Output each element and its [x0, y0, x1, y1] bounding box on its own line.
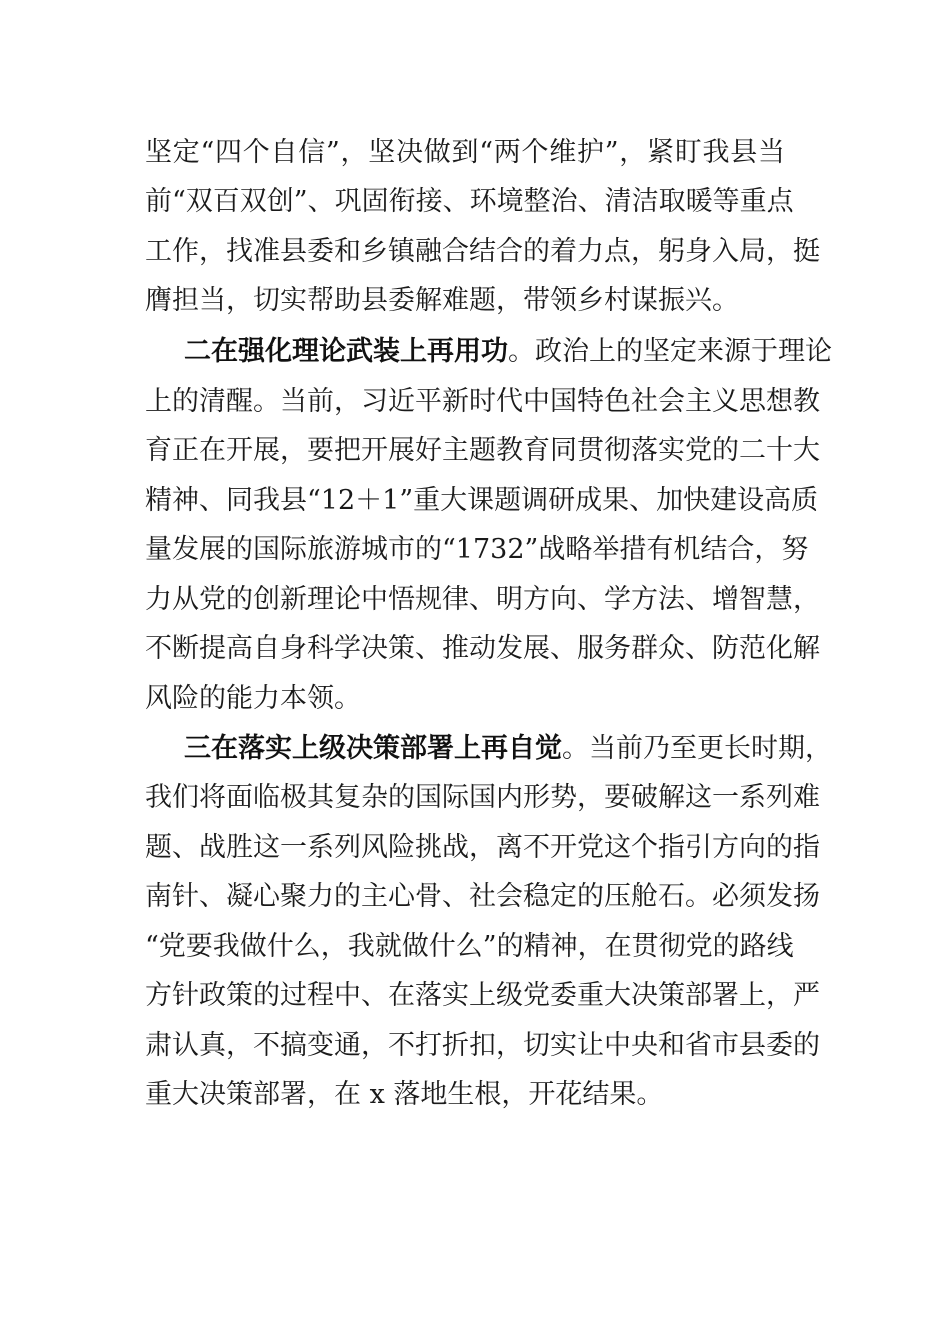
paragraph-3-line-8: 重大决策部署，在 x 落地生根，开花结果。	[145, 1079, 664, 1110]
paragraph-1-line-3: 工作，找准县委和乡镇融合结合的着力点，躬身入局，挺	[145, 236, 820, 267]
paragraph-3-first-line-rest: 。当前乃至更长时期，	[562, 733, 832, 764]
paragraph-2-line-7: 不断提高自身科学决策、推动发展、服务群众、防范化解	[145, 633, 820, 664]
paragraph-3-heading: 三在落实上级决策部署上再自觉	[184, 733, 562, 764]
paragraph-2-line-2: 上的清醒。当前，习近平新时代中国特色社会主义思想教	[145, 386, 820, 417]
paragraph-3-line-7: 肃认真，不搞变通，不打折扣，切实让中央和省市县委的	[145, 1030, 820, 1061]
paragraph-3-line-4: 南针、凝心聚力的主心骨、社会稳定的压舱石。必须发扬	[145, 881, 820, 912]
paragraph-3-line-5: “党要我做什么，我就做什么”的精神，在贯彻党的路线	[145, 931, 794, 962]
paragraph-3-line-3: 题、战胜这一系列风险挑战，离不开党这个指引方向的指	[145, 832, 820, 863]
paragraph-2-line-6: 力从党的创新理论中悟规律、明方向、学方法、增智慧，	[145, 584, 820, 615]
paragraph-3-line-6: 方针政策的过程中、在落实上级党委重大决策部署上，严	[145, 980, 820, 1011]
paragraph-2-line-8: 风险的能力本领。	[145, 683, 361, 714]
paragraph-1-line-2: 前“双百双创”、巩固衔接、环境整治、清洁取暖等重点	[145, 186, 794, 217]
paragraph-1-line-1: 坚定“四个自信”，坚决做到“两个维护”，紧盯我县当	[145, 137, 785, 168]
paragraph-2-line-3: 育正在开展，要把开展好主题教育同贯彻落实党的二十大	[145, 435, 820, 466]
paragraph-2-first-line-rest: 。政治上的坚定来源于理论	[508, 336, 832, 367]
paragraph-1-line-4: 膺担当，切实帮助县委解难题，带领乡村谋振兴。	[145, 285, 739, 316]
paragraph-2-line-5: 量发展的国际旅游城市的“1732”战略举措有机结合，努	[145, 534, 809, 565]
paragraph-3-line-2: 我们将面临极其复杂的国际国内形势，要破解这一系列难	[145, 782, 820, 813]
paragraph-2-line-4: 精神、同我县“12＋1”重大课题调研成果、加快建设高质	[145, 485, 819, 516]
paragraph-3-first-line	[184, 724, 832, 773]
paragraph-2-heading: 二在强化理论武装上再用功	[184, 336, 508, 367]
paragraph-2-first-line	[184, 327, 832, 376]
